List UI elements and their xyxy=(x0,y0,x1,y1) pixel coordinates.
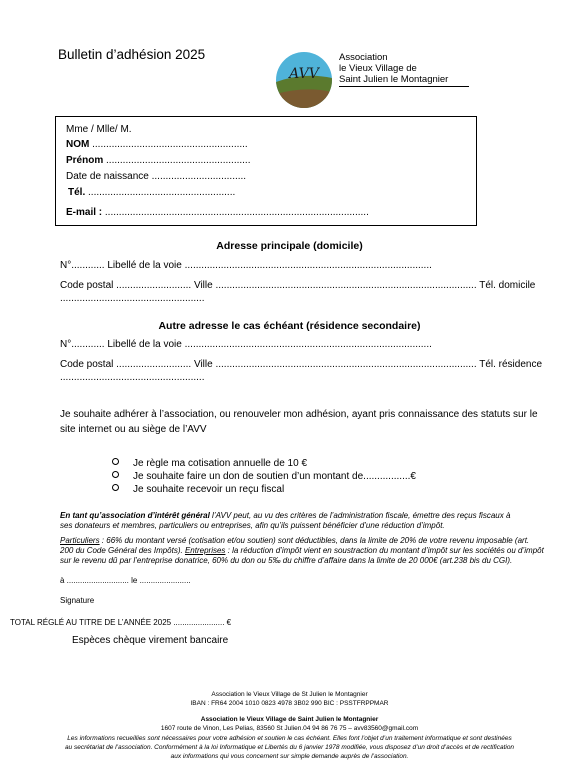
fiscal-para-2: Particuliers : 66% du montant versé (cotisation et/ou soutien) sont déductibles, dans la limite de 20% de votre revenu imposable (art. xyxy=(60,536,530,545)
civility-label: Mme / Mlle/ M. xyxy=(66,124,132,135)
other-address-street[interactable]: N°............ Libellé de la voie ......................................................................................... xyxy=(60,339,432,350)
prenom-field[interactable]: Prénom .................................................... xyxy=(66,155,251,166)
other-address-phone-line[interactable]: .................................................... xyxy=(60,372,205,383)
radio-icon[interactable] xyxy=(112,484,119,491)
footer-privacy-2: au secrétariat de l’association. Conformément à la loi Informatique et Libertés du 6 janvier 1978 modifiée, vous disposez d’un droit d’accès et de rectification xyxy=(64,744,515,751)
fiscal-para-2b: 200 du Code Général des Impôts). Entreprises : la réduction d’impôt vient en soustraction du montant d’impôt sur les sociétés ou d’impôt xyxy=(60,546,544,555)
footer-address: 1607 route de Vinon, Les Pelias, 83560 St Julien.04 94 86 76 75 – avv83560@gmail.com xyxy=(160,725,419,732)
radio-icon[interactable] xyxy=(112,471,119,478)
footer-privacy-1: Les informations recueillies sont nécessaires pour votre adhésion et soutien le cas échéant. Elles font l’objet d’un traitement informatique et sont destinées xyxy=(67,735,512,742)
phone-field[interactable]: Tél. ..................................................... xyxy=(68,187,236,198)
nom-field[interactable]: NOM ........................................................ xyxy=(66,139,248,150)
adhesion-line-1: Je souhaite adhérer à l’association, ou renouveler mon adhésion, ayant pris connaissance des statuts sur le xyxy=(60,409,538,420)
other-address-title: Autre adresse le cas échéant (résidence secondaire) xyxy=(158,320,421,332)
fiscal-para-2c: sur le revenu dû par l’entreprise donatrice, 60% du don ou 5‰ du chiffre d’affaire dans la limite de 20 000€ (art.238 bis du CGI). xyxy=(60,556,513,565)
divider xyxy=(339,86,469,87)
option-don[interactable]: Je souhaite faire un don de soutien d’un montant de.................€ xyxy=(112,471,416,482)
main-address-phone-line[interactable]: .................................................... xyxy=(60,293,205,304)
footer-assoc: Association le Vieux Village de St Julien le Montagnier xyxy=(211,691,368,698)
payment-methods: Espèces chèque virement bancaire xyxy=(72,635,229,646)
footer-privacy-3: aux informations qui vous concernent sur simple demande auprès de l’association. xyxy=(170,753,409,760)
main-address-city[interactable]: Code postal ........................... Ville .............................................................................................. Tél. domicile xyxy=(60,280,536,291)
form-title: Bulletin d’adhésion 2025 xyxy=(58,47,206,62)
association-name: Association le Vieux Village de Saint Julien le Montagnier xyxy=(339,52,449,85)
logo-text: AVV xyxy=(289,66,319,82)
footer-assoc-bold: Association le Vieux Village de Saint Julien le Montagnier xyxy=(200,716,379,723)
fiscal-para-1: En tant qu’association d’intérêt général l’AVV peut, au vu des critères de l’administration fiscale, émettre des reçus fiscaux à xyxy=(60,511,511,520)
footer-iban: IBAN : FR64 2004 1010 0823 4978 3B02 990 BIC : PSSTFRPPMAR xyxy=(190,700,389,707)
total-paid[interactable]: TOTAL RÉGLÉ AU TITRE DE L’ANNÉE 2025 ....................... € xyxy=(10,618,232,627)
signature-place-date[interactable]: à ............................ le ....................... xyxy=(60,576,191,585)
main-address-title: Adresse principale (domicile) xyxy=(216,240,363,252)
signature-label: Signature xyxy=(60,596,95,605)
option-cotisation[interactable]: Je règle ma cotisation annuelle de 10 € xyxy=(112,458,307,469)
option-recu[interactable]: Je souhaite recevoir un reçu fiscal xyxy=(112,484,284,495)
email-field[interactable]: E-mail : ............................................................................................... xyxy=(66,207,369,218)
association-logo xyxy=(276,52,332,108)
fiscal-para-1b: ses donateurs et membres, particuliers ou entreprises, afin qu’ils puissent bénéficier d’une réduction d’impôt. xyxy=(60,521,445,530)
radio-icon[interactable] xyxy=(112,458,119,465)
other-address-city[interactable]: Code postal ........................... Ville .............................................................................................. Tél. résidence xyxy=(60,359,543,370)
main-address-street[interactable]: N°............ Libellé de la voie ......................................................................................... xyxy=(60,260,432,271)
adhesion-line-2: site internet ou au siège de l’AVV xyxy=(60,424,207,435)
birthdate-field[interactable]: Date de naissance .................................. xyxy=(66,171,247,182)
